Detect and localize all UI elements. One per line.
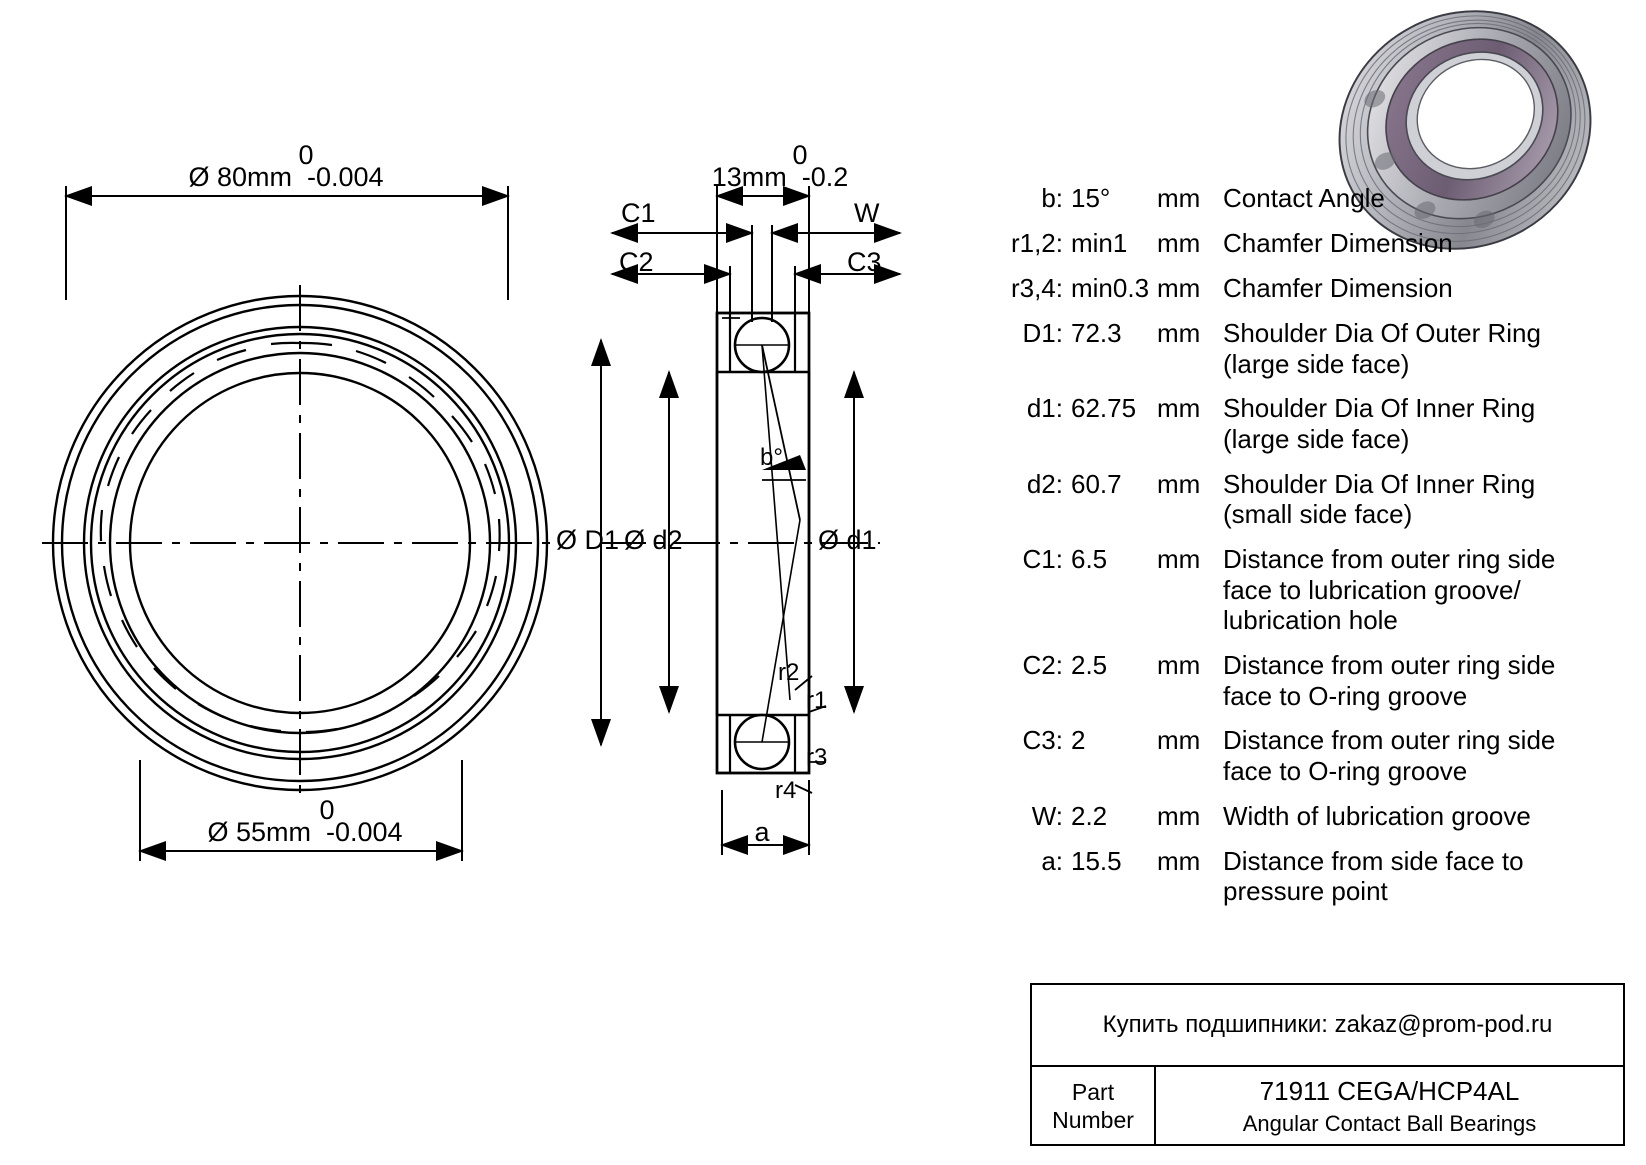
label-r3: r3 [806, 744, 828, 771]
spec-unit: mm [1157, 228, 1201, 258]
spec-unit: mm [1157, 800, 1201, 831]
spec-description: Distance from side face to pressure point [1223, 845, 1524, 907]
spec-symbol: C2: [1022, 650, 1063, 681]
part-label-line2: Number [1052, 1106, 1134, 1133]
spec-description: Contact Angle [1223, 183, 1385, 213]
front-view [42, 285, 558, 801]
spec-row [975, 650, 1595, 711]
part-number-value: 71911 CEGA/HCP4AL [1259, 1076, 1520, 1106]
part-number-label [1032, 1067, 1156, 1146]
spec-row [975, 393, 1595, 454]
label-a: a [754, 817, 770, 847]
spec-row [975, 273, 1595, 304]
spec-unit: mm [1157, 650, 1201, 681]
label-c1: C1 [621, 198, 656, 228]
spec-unit: mm [1157, 725, 1201, 756]
spec-value: 62.75 [1071, 393, 1137, 424]
label-r2: r2 [778, 659, 800, 686]
bearing-type-value: Angular Contact Ball Bearings [1242, 1111, 1537, 1136]
spec-row [975, 544, 1595, 636]
spec-description: Shoulder Dia Of Inner Ring (small side face) [1223, 468, 1536, 530]
spec-value: 6.5 [1071, 544, 1108, 575]
part-number-values [1156, 1067, 1623, 1146]
spec-symbol: W: [1031, 800, 1063, 831]
label-c2: C2 [619, 247, 654, 277]
specification-table [975, 183, 1595, 921]
part-label-line1: Part [1071, 1078, 1115, 1105]
spec-symbol: r1,2: [1010, 228, 1063, 258]
label-D1: Ø D1 [556, 525, 620, 555]
spec-symbol: C3: [1022, 725, 1063, 756]
spec-description: Shoulder Dia Of Outer Ring (large side face) [1223, 318, 1541, 379]
inner-dia-tolerance: 0 [319, 795, 335, 825]
spec-value: 60.7 [1071, 468, 1122, 499]
spec-symbol: a: [1041, 845, 1063, 876]
spec-unit: mm [1157, 544, 1201, 575]
spec-value: 2.2 [1071, 800, 1108, 831]
spec-description: Chamfer Dimension [1223, 228, 1453, 258]
spec-symbol: r3,4: [1010, 273, 1063, 303]
spec-symbol: b: [1041, 183, 1063, 213]
spec-row [975, 469, 1595, 530]
spec-row [975, 318, 1595, 379]
spec-description: Distance from outer ring side face to O-ring groove [1223, 725, 1556, 787]
label-contact-angle: b° [760, 444, 783, 471]
title-block-part-row [1032, 1067, 1623, 1146]
spec-symbol: d2: [1026, 468, 1063, 499]
spec-symbol: D1: [1022, 318, 1063, 348]
spec-row [975, 801, 1595, 832]
spec-value: min1 [1071, 228, 1128, 258]
title-block-contact-row [1032, 985, 1623, 1067]
spec-symbol: C1: [1022, 544, 1063, 575]
spec-unit: mm [1157, 273, 1201, 303]
spec-description: Chamfer Dimension [1223, 273, 1453, 303]
label-r4: r4 [775, 777, 797, 804]
spec-description: Width of lubrication groove [1223, 800, 1531, 831]
spec-row [975, 228, 1595, 259]
label-d2: Ø d2 [624, 525, 683, 555]
spec-unit: mm [1157, 318, 1201, 348]
spec-value: 72.3 [1071, 318, 1122, 348]
contact-text: Купить подшипники: zakaz@prom-pod.ru [1102, 1011, 1553, 1038]
spec-unit: mm [1157, 393, 1201, 424]
spec-description: Distance from outer ring side face to O-ring groove [1223, 650, 1556, 711]
spec-unit: mm [1157, 183, 1201, 213]
spec-row [975, 725, 1595, 786]
spec-unit: mm [1157, 468, 1201, 499]
spec-value: min0.3 [1071, 273, 1150, 303]
title-block [1030, 983, 1625, 1146]
spec-description: Distance from outer ring side face to lubrication groove/ lubrication hole [1223, 544, 1556, 636]
width-value: 13mm -0.2 [711, 162, 849, 192]
spec-value: 15° [1071, 183, 1111, 213]
width-tolerance: 0 [792, 140, 808, 170]
outer-dia-tolerance: 0 [298, 140, 314, 170]
spec-description: Shoulder Dia Of Inner Ring (large side face) [1223, 393, 1536, 455]
spec-row [975, 846, 1595, 907]
spec-symbol: d1: [1026, 393, 1063, 424]
spec-row [975, 183, 1595, 214]
spec-value: 2.5 [1071, 650, 1108, 681]
label-w: W [854, 198, 880, 228]
label-c3: C3 [847, 247, 882, 277]
outer-dia-value: Ø 80mm -0.004 [188, 162, 384, 192]
label-r1: r1 [806, 687, 828, 714]
dim-outer-diameter [66, 186, 508, 300]
spec-value: 2 [1071, 725, 1086, 756]
inner-dia-value: Ø 55mm -0.004 [207, 817, 403, 847]
spec-value: 15.5 [1071, 845, 1122, 876]
spec-unit: mm [1157, 845, 1201, 876]
label-d1: Ø d1 [818, 525, 877, 555]
